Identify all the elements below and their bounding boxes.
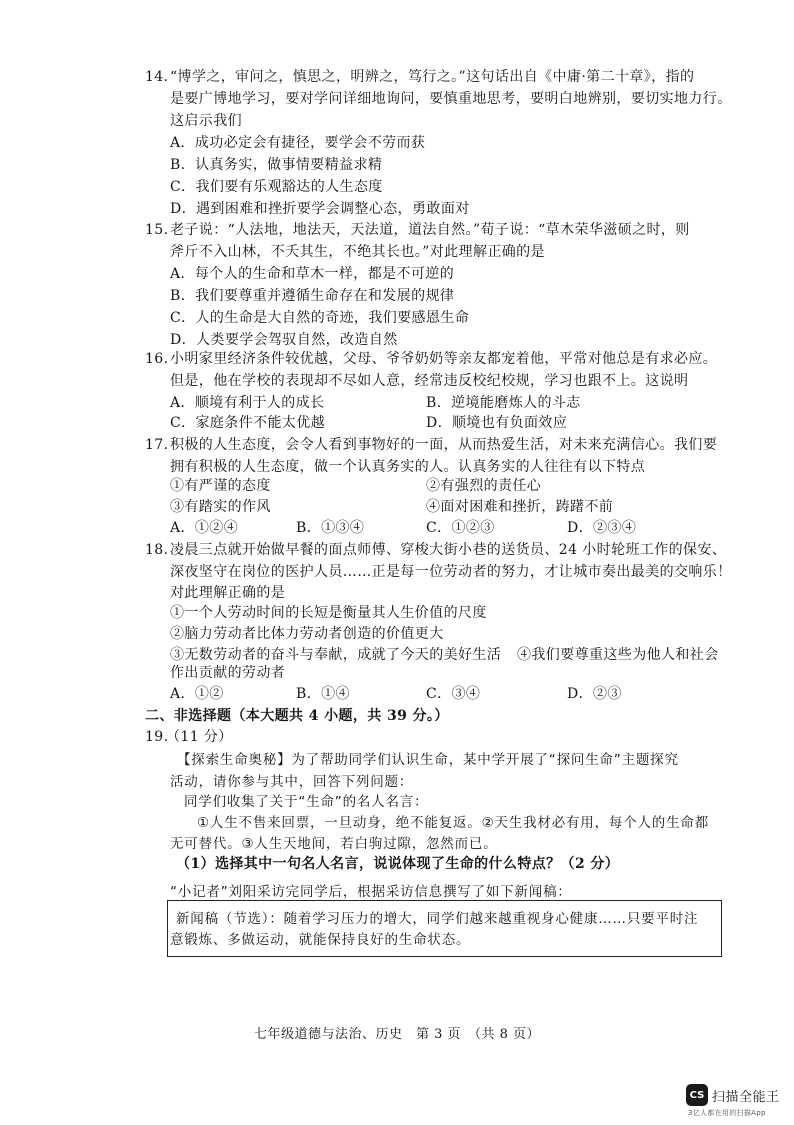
q17-item-4: ④面对困难和挫折，踌躇不前: [426, 499, 614, 515]
q19-intro-line-1: 【探索生命奥秘】为了帮助同学们认识生命，某中学开展了“探问生命”主题探究: [177, 752, 679, 768]
news-line-1: 新闻稿（节选）：随着学习压力的增大，同学们越来越重视身心健康……只要平时注: [176, 911, 699, 927]
q17-item-2: ②有强烈的责任心: [426, 478, 542, 494]
q19-quotes-line-2: 无可替代。③人生天地间，若白驹过隙，忽然而已。: [170, 836, 498, 852]
q16-option-c: C．家庭条件不能太优越: [170, 415, 326, 431]
q17-stem-line-1: 积极的人生态度，会令人看到事物好的一面，从而热爱生活，对未来充满信心。我们要: [170, 437, 718, 453]
q18-option-c: C．③④: [426, 686, 481, 702]
q17-option-c: C．①②③: [426, 520, 495, 536]
q19-score: （11 分）: [166, 729, 233, 745]
q17-item-3: ③有踏实的作风: [170, 499, 271, 515]
section-2-heading: 二、非选择题（本大题共 4 小题，共 39 分。）: [145, 708, 449, 724]
q14-option-c: C．我们要有乐观豁达的人生态度: [170, 179, 383, 195]
q14-stem-line-3: 这启示我们: [170, 113, 242, 129]
q18-item-4-cont: 作出贡献的劳动者: [170, 665, 286, 681]
q16-stem-line-2: 但是，他在学校的表现却不尽如人意，经常违反校纪校规，学习也跟不上。这说明: [170, 373, 689, 389]
q16-option-a: A．顺境有利于人的成长: [170, 395, 325, 411]
q15-option-d: D．人类要学会驾驭自然，改造自然: [170, 332, 398, 348]
news-line-2: 意锻炼、多做运动，就能保持良好的生命状态。: [170, 932, 471, 948]
q17-item-1: ①有严谨的态度: [170, 478, 271, 494]
q18-option-a: A．①②: [170, 686, 224, 702]
q18-stem-line-3: 对此理解正确的是: [170, 585, 286, 601]
q17-option-a: A．①②④: [170, 520, 239, 536]
q15-option-c: C．人的生命是大自然的奇迹，我们要感恩生命: [170, 310, 470, 326]
q18-option-d: D．②③: [567, 686, 622, 702]
q18-item-1: ①一个人劳动时间的长短是衡量其人生价值的尺度: [170, 605, 487, 621]
q16-option-b: B．逆境能磨炼人的斗志: [426, 395, 581, 411]
q14-option-a: A．成功必定会有捷径，要学会不劳而获: [170, 135, 426, 151]
q14-option-d: D．遇到困难和挫折要学会调整心态，勇敢面对: [170, 201, 470, 217]
q19-quotes-line-1: ①人生不售来回票，一旦动身，绝不能复返。②天生我材必有用，每个人的生命都: [197, 815, 710, 831]
q15-number: 15.: [145, 222, 169, 238]
scanner-tagline: 3亿人都在用的扫描App: [688, 1109, 766, 1117]
q15-stem-line-1: 老子说：“人法地，地法天，天法道，道法自然。”荀子说：“草木荣华滋硕之时，则: [170, 222, 690, 238]
q14-option-b: B．认真务实，做事情要精益求精: [170, 157, 383, 173]
q18-number: 18.: [145, 542, 169, 558]
q16-option-d: D．顺境也有负面效应: [426, 415, 568, 431]
q16-number: 16.: [145, 351, 169, 367]
q14-stem-line-2: 是要广博地学习，要对学问详细地询问，要慎重地思考，要明白地辨别，要切实地力行。: [170, 91, 732, 107]
q15-stem-line-2: 斧斤不入山林，不夭其生，不绝其长也。”对此理解正确的是: [170, 244, 545, 260]
q19-collect: 同学们收集了关于“生命”的名人名言：: [184, 794, 429, 810]
news-excerpt-box: [167, 900, 722, 957]
q19-reporter: “小记者”刘阳采访完同学后，根据采访信息撰写了如下新闻稿：: [170, 884, 572, 900]
q18-item-2: ②脑力劳动者比体力劳动者创造的价值更大: [170, 626, 444, 642]
q18-item-4: ④我们要尊重这些为他人和社会: [517, 647, 719, 663]
q17-number: 17.: [145, 437, 169, 453]
q17-option-d: D．②③④: [567, 520, 637, 536]
q15-option-b: B．我们要尊重并遵循生命存在和发展的规律: [170, 288, 455, 304]
q14-stem-line-1: “博学之，审问之，慎思之，明辨之，笃行之。”这句话出自《中庸·第二十章》，指的: [170, 69, 695, 85]
scanner-brand: 扫描全能王: [712, 1090, 780, 1105]
q15-option-a: A．每个人的生命和草木一样，都是不可逆的: [170, 266, 455, 282]
page-footer: 七年级道德与法治、历史 第 3 页 （共 8 页）: [253, 1027, 541, 1042]
q14-number: 14.: [145, 69, 169, 85]
q17-stem-line-2: 拥有积极的人生态度，做一个认真务实的人。认真务实的人往往有以下特点: [170, 459, 646, 475]
q19-intro-line-2: 活动，请你参与其中，回答下列问题：: [170, 774, 414, 790]
q18-stem-line-1: 凌晨三点就开始做早餐的面点师傅、穿梭大街小巷的送货员、24 小时轮班工作的保安、: [170, 542, 727, 558]
q18-stem-line-2: 深夜坚守在岗位的医护人员……正是每一位劳动者的努力，才让城市奏出最美的交响乐！: [170, 564, 732, 580]
q18-option-b: B．①④: [296, 686, 350, 702]
q18-item-3: ③无数劳动者的奋斗与奉献，成就了今天的美好生活: [170, 647, 502, 663]
scanner-logo-icon: CS: [686, 1084, 708, 1106]
q19-sub-question-1: （1）选择其中一句名人名言，说说体现了生命的什么特点？（2 分）: [176, 856, 620, 872]
q19-number: 19.: [145, 729, 169, 745]
q17-option-b: B．①③④: [296, 520, 365, 536]
q16-stem-line-1: 小明家里经济条件较优越，父母、爷爷奶奶等亲友都宠着他，平常对他总是有求必应。: [170, 351, 718, 367]
